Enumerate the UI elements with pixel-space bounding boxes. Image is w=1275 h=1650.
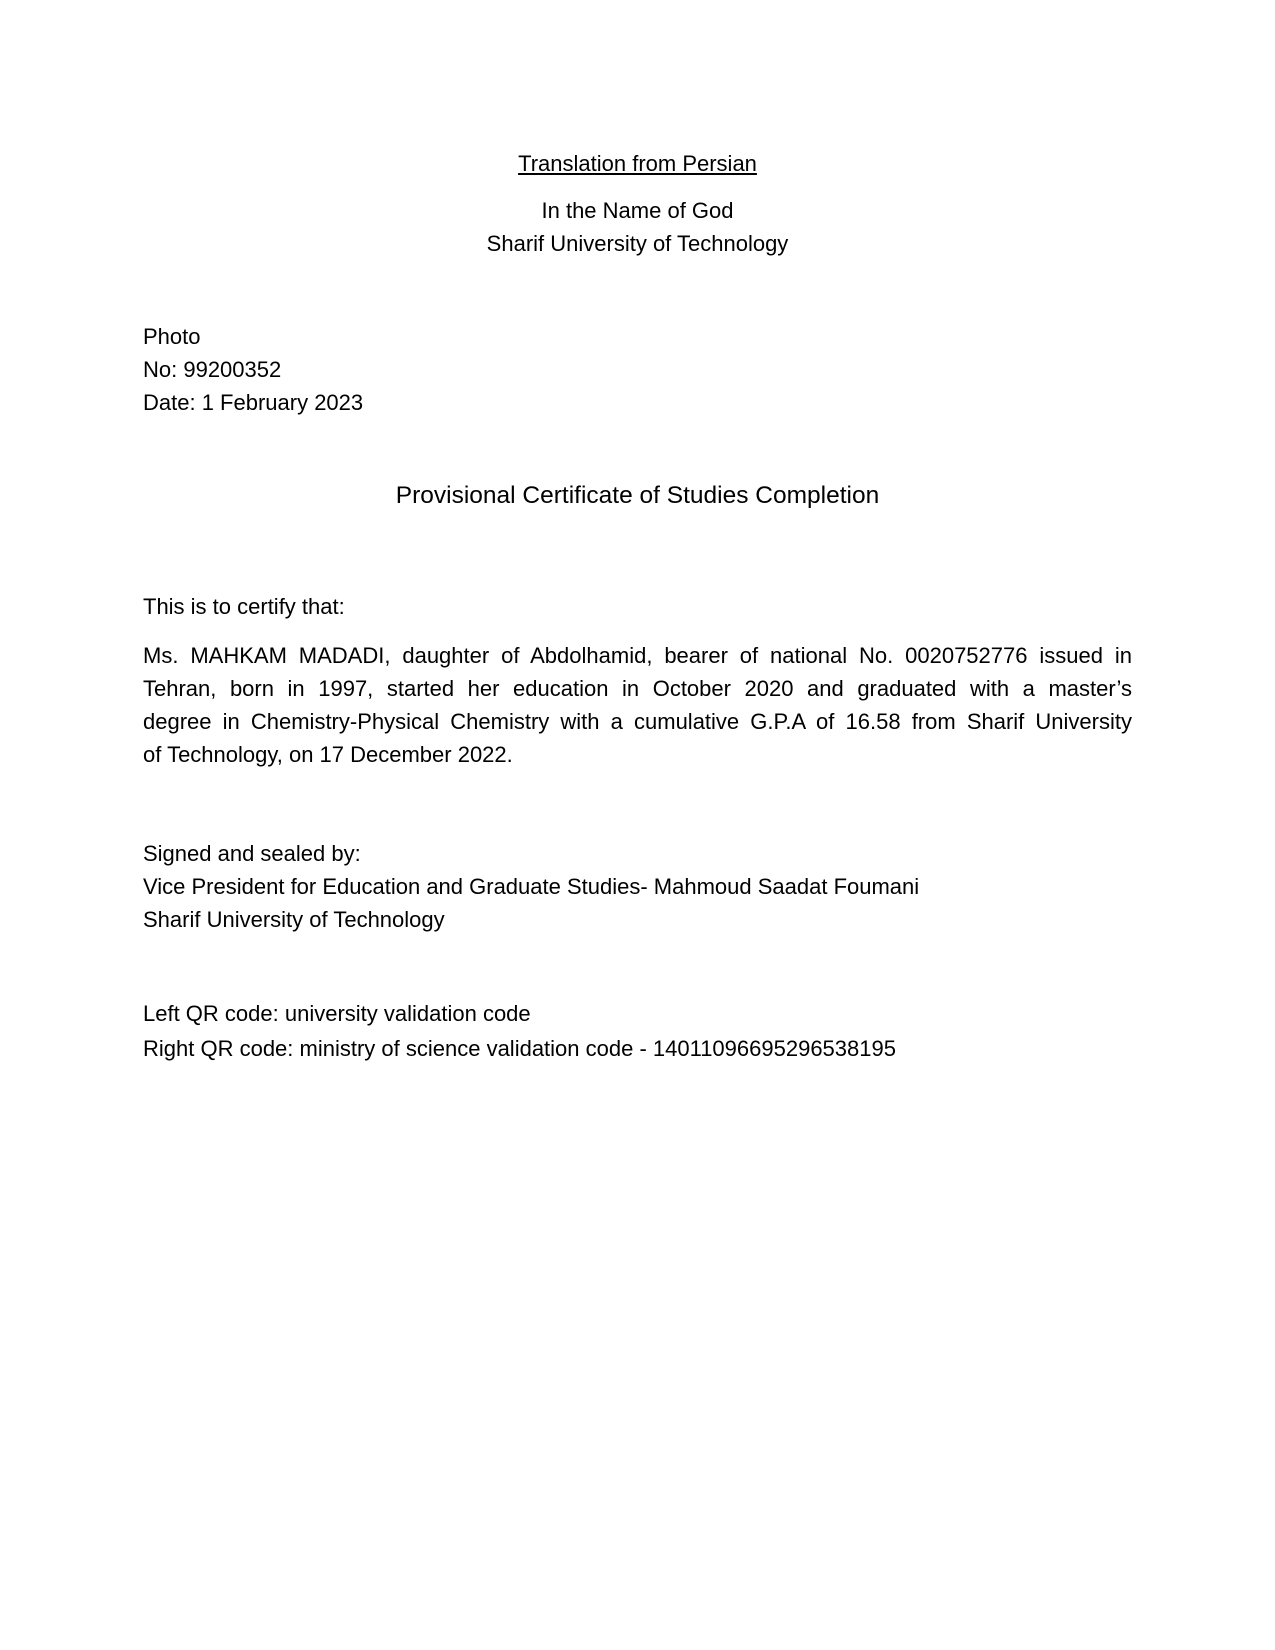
certificate-number: No: 99200352: [143, 357, 282, 382]
certificate-body: [143, 639, 1132, 771]
university-header-line: Sharif University of Technology: [486, 231, 789, 256]
certificate-body-line: of Technology, on 17 December 2022.: [143, 742, 513, 767]
certificate-body-line: Tehran, born in 1997, started her education in October 2020 and graduated with a master’s: [143, 676, 1132, 701]
qr-notes: [143, 996, 1132, 1066]
invocation-line: In the Name of God: [541, 198, 734, 223]
signature-block: [143, 837, 1132, 936]
qr-left-note: Left QR code: university validation code: [143, 1001, 531, 1026]
signature-org: Sharif University of Technology: [143, 907, 445, 932]
certificate-body-line: Ms. MAHKAM MADADI, daughter of Abdolhamid, bearer of national No. 0020752776 issued in: [143, 643, 1132, 668]
signature-signer: Vice President for Education and Graduate Studies- Mahmoud Saadat Foumani: [143, 874, 920, 899]
translation-note: Translation from Persian: [518, 151, 757, 176]
certificate-meta: [143, 320, 1132, 419]
certify-intro: This is to certify that:: [143, 594, 345, 619]
certificate-title: Provisional Certificate of Studies Completion: [395, 482, 880, 509]
signature-lead: Signed and sealed by:: [143, 841, 361, 866]
photo-label: Photo: [143, 324, 201, 349]
certificate-date: Date: 1 February 2023: [143, 390, 364, 415]
qr-right-note: Right QR code: ministry of science validation code - 14011096695296538195: [143, 1036, 896, 1061]
certificate-body-line: degree in Chemistry-Physical Chemistry with a cumulative G.P.A of 16.58 from Sharif University: [143, 709, 1132, 734]
header-block: [143, 194, 1132, 260]
